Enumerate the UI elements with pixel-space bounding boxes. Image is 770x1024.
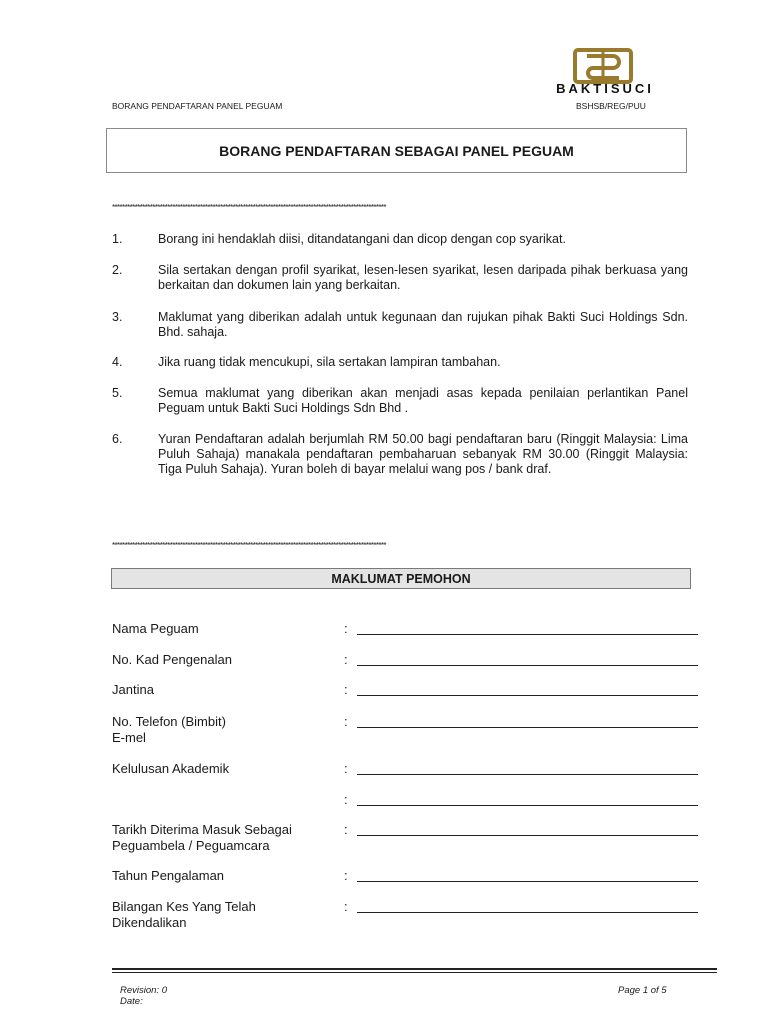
field-colon: :: [344, 822, 348, 837]
field-label: No. Telefon (Bimbit) E-mel: [112, 714, 226, 745]
field-colon: :: [344, 868, 348, 883]
field-colon: :: [344, 652, 348, 667]
footer-page-number: Page 1 of 5: [618, 985, 667, 996]
company-logo: [540, 48, 670, 98]
field-colon: :: [344, 682, 348, 697]
bilangan-kes-input-line[interactable]: [357, 912, 698, 913]
instruction-number: 5.: [112, 386, 123, 400]
footer-rule: [112, 972, 717, 973]
instruction-text: Borang ini hendaklah diisi, ditandatangani dan dicop dengan cop syarikat.: [158, 232, 566, 246]
instruction-text: Semua maklumat yang diberikan akan menjadi asas kepada penilaian perlantikan Panel Peguam untuk Bakti Suci Holdings Sdn Bhd .: [158, 386, 688, 415]
instruction-text: Sila sertakan dengan profil syarikat, lesen-lesen syarikat, lesen daripada pihak berkuasa yang berkaitan dan dokumen lain yang berkaitan.: [158, 263, 688, 292]
separator-top: *************************************************************************************************************: [112, 203, 386, 212]
tarikh-diterima-input-line[interactable]: [357, 835, 698, 836]
instruction-text: Jika ruang tidak mencukupi, sila sertakan lampiran tambahan.: [158, 355, 501, 369]
form-title-box: [106, 128, 687, 173]
field-label: No. Kad Pengenalan: [112, 652, 232, 667]
separator-bottom: *************************************************************************************************************: [112, 541, 386, 550]
instruction-text: Yuran Pendaftaran adalah berjumlah RM 50.00 bagi pendaftaran baru (Ringgit Malaysia: Lima Puluh Sahaja) manakala pendaftaran pembaharuan sebanyak RM 30.00 (Ringgit Malaysia: Tiga Puluh Sahaja). Yuran boleh di bayar melalui wang pos / bank draf.: [158, 432, 688, 476]
field-colon: :: [344, 899, 348, 914]
instruction-number: 6.: [112, 432, 123, 446]
footer-date: Date:: [120, 996, 143, 1007]
instruction-number: 1.: [112, 232, 123, 246]
kad-pengenalan-input-line[interactable]: [357, 665, 698, 666]
kelulusan-akademik-input-line[interactable]: [357, 774, 698, 775]
nama-peguam-input-line[interactable]: [357, 634, 698, 635]
form-title: BORANG PENDAFTARAN SEBAGAI PANEL PEGUAM: [219, 142, 574, 159]
form-ref-code: BSHSB/REG/PUU: [576, 101, 646, 111]
tahun-pengalaman-input-line[interactable]: [357, 881, 698, 882]
baktisuci-logo-mark: [573, 48, 633, 84]
field-colon: :: [344, 792, 348, 807]
jantina-input-line[interactable]: [357, 695, 698, 696]
field-label: [112, 792, 332, 808]
section-title: MAKLUMAT PEMOHON: [331, 571, 471, 586]
footer-revision: Revision: 0: [120, 985, 167, 996]
field-colon: :: [344, 761, 348, 776]
kelulusan-akademik-extra-input-line[interactable]: [357, 805, 698, 806]
instruction-number: 4.: [112, 355, 123, 369]
field-colon: :: [344, 714, 348, 729]
footer-rule: [112, 968, 717, 970]
field-label: Nama Peguam: [112, 621, 199, 636]
field-label: Kelulusan Akademik: [112, 761, 230, 776]
brand-name: BAKTISUCI: [556, 81, 654, 96]
section-header: [111, 568, 691, 589]
field-colon: :: [344, 621, 348, 636]
instruction-number: 2.: [112, 263, 123, 277]
field-label: Tarikh Diterima Masuk Sebagai Peguambela / Peguamcara: [112, 822, 292, 853]
field-label: Bilangan Kes Yang Telah Dikendalikan: [112, 899, 256, 930]
form-name: BORANG PENDAFTARAN PANEL PEGUAM: [112, 101, 283, 111]
telefon-input-line[interactable]: [357, 727, 698, 728]
instruction-number: 3.: [112, 310, 123, 324]
instruction-text: Maklumat yang diberikan adalah untuk kegunaan dan rujukan pihak Bakti Suci Holdings Sdn. Bhd. sahaja.: [158, 310, 688, 339]
field-label: Jantina: [112, 682, 154, 697]
field-label: Tahun Pengalaman: [112, 868, 225, 883]
